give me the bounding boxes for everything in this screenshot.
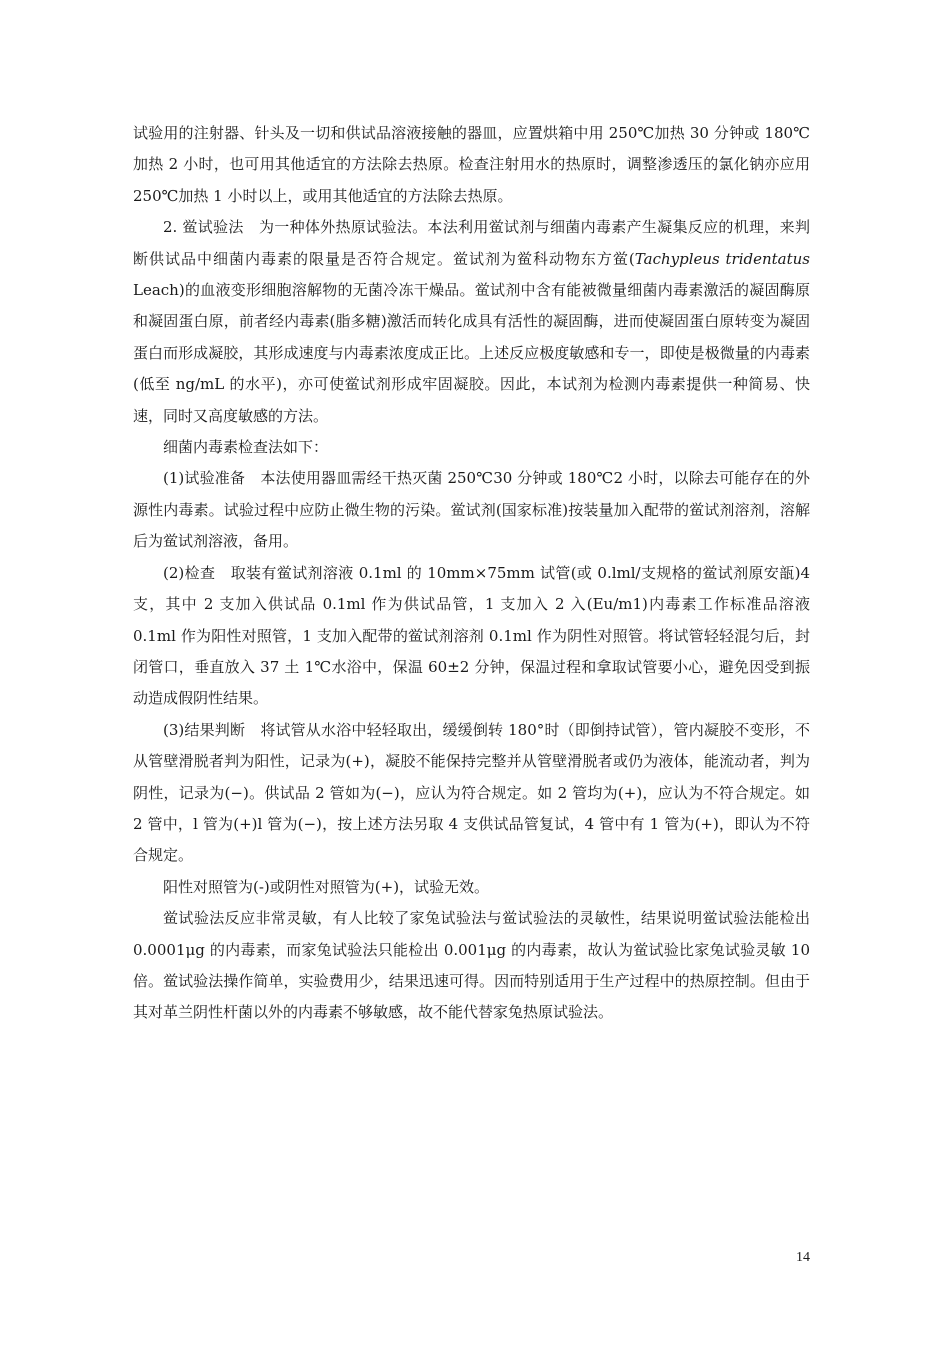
species-name: Tachypleus tridentatus <box>634 249 810 268</box>
document-page <box>133 118 810 1029</box>
paragraph-heat-removal: 试验用的注射器、针头及一切和供试品溶液接触的器皿，应置烘箱中用 250℃加热 30 分钟或 180℃加热 2 小时，也可用其他适宜的方法除去热原。检查注射用水的热原时，调整渗透压的氯化钠亦应用 250℃加热 1 小时以上，或用其他适宜的方法除去热原。 <box>133 124 810 205</box>
paragraph-sensitivity-comparison: 鲎试验法反应非常灵敏，有人比较了家兔试验法与鲎试验法的灵敏性，结果说明鲎试验法能检出 0.0001μg 的内毒素，而家兔试验法只能检出 0.001μg 的内毒素，故认为鲎试验比家兔试验灵敏 10 倍。鲎试验法操作简单，实验费用少，结果迅速可得。因而特别适用于生产过程中的热原控制。但由于其对革兰阴性杆菌以外的内毒素不够敏感，故不能代替家兔热原试验法。 <box>133 909 810 1022</box>
paragraph-limulus-text-b: Leach)的血液变形细胞溶解物的无菌冷冻干燥品。鲎试剂中含有能被微量细菌内毒素激活的凝固酶原和凝固蛋白原，前者经内毒素(脂多糖)激活而转化成具有活性的凝固酶，进而使凝固蛋白原转变为凝固蛋白而形成凝胶，其形成速度与内毒素浓度成正比。上述反应极度敏感和专一，即使是极微量的内毒素(低至 ng/mL 的水平)，亦可使鲎试剂形成牢固凝胶。因此，本试剂为检测内毒素提供一种简易、快速，同时又高度敏感的方法。 <box>133 281 810 425</box>
paragraph-limulus-text-a: 2. 鲎试验法 为一种体外热原试验法。本法利用鲎试剂与细菌内毒素产生凝集反应的机理，来判断供试品中细菌内毒素的限量是否符合规定。鲎试剂为鲎科动物东方鲎( <box>133 218 810 268</box>
paragraph-result-judgement: (3)结果判断 将试管从水浴中轻轻取出，缓缓倒转 180°时（即倒持试管），管内凝胶不变形，不从管壁滑脱者判为阳性，记录为(+)，凝胶不能保持完整并从管壁滑脱者或仍为液体，能流动者，判为阴性，记录为(−)。供试品 2 管如为(−)，应认为符合规定。如 2 管均为(+)，应认为不符合规定。如 2 管中，l 管为(+)l 管为(−)，按上述方法另取 4 支供试品管复试，4 管中有 1 管为(+)，即认为不符合规定。 <box>133 720 810 865</box>
paragraph-invalid-test: 阳性对照管为(-)或阴性对照管为(+)，试验无效。 <box>163 877 490 896</box>
paragraph-test-procedure: (2)检查 取装有鲎试剂溶液 0.1ml 的 10mm×75mm 试管(或 0.lml/支规格的鲎试剂原安瓿)4 支，其中 2 支加入供试品 0.1ml 作为供试品管，1 支加入 2 入(Eu/m1)内毒素工作标准品溶液 0.1ml 作为阳性对照管，1 支加入配带的鲎试剂溶剂 0.1ml 作为阴性对照管。将试管轻轻混匀后，封闭管口，垂直放入 37 土 1℃水浴中，保温 60±2 分钟，保温过程和拿取试管要小心，避免因受到振动造成假阴性结果。 <box>133 563 810 708</box>
paragraph-endotoxin-method-heading: 细菌内毒素检查法如下： <box>163 438 329 457</box>
paragraph-test-preparation: (1)试验准备 本法使用器皿需经干热灭菌 250℃30 分钟或 180℃2 小时，以除去可能存在的外源性内毒素。试验过程中应防止微生物的污染。鲎试剂(国家标准)按装量加入配带的鲎试剂溶剂，溶解后为鲎试剂溶液，备用。 <box>133 469 810 551</box>
paragraph-limulus-test <box>133 212 810 432</box>
page-number: 14 <box>796 1250 810 1265</box>
